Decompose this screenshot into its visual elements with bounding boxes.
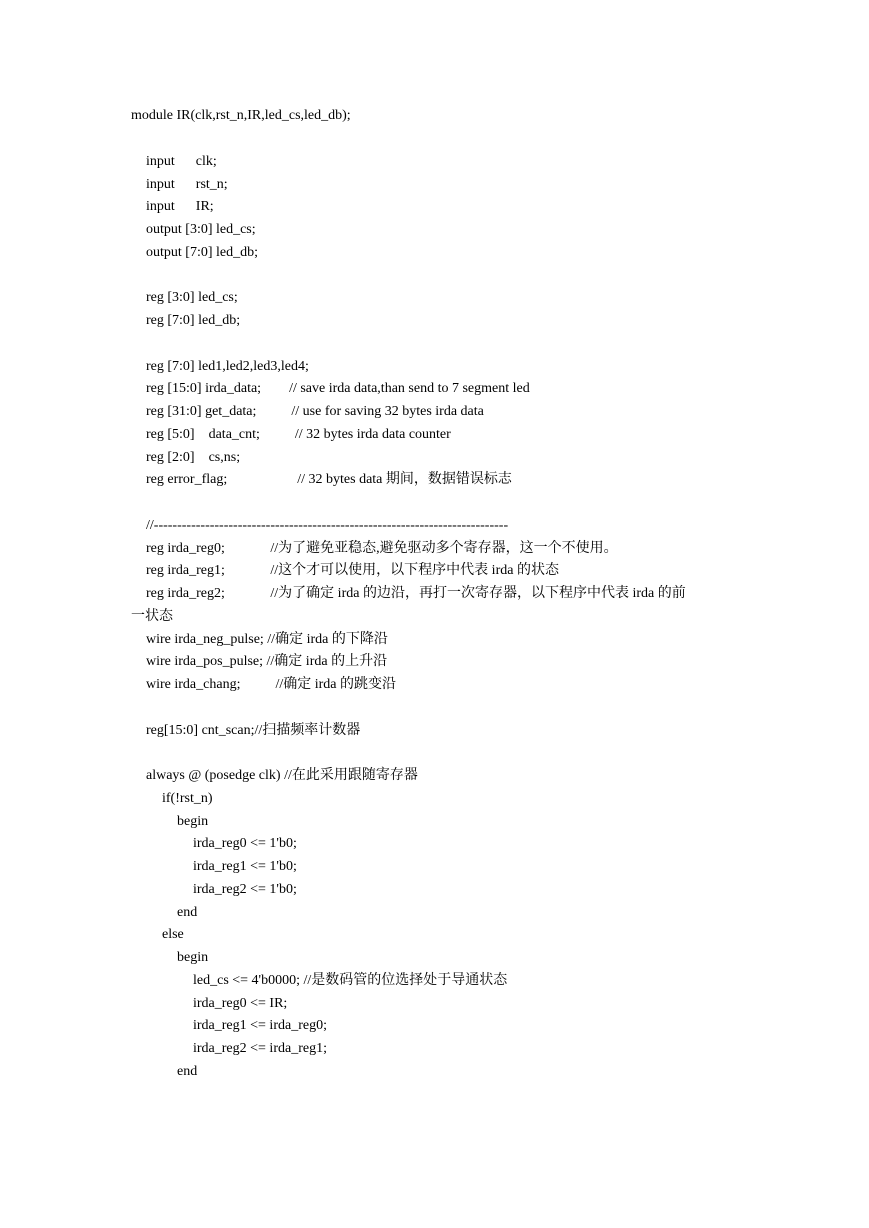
code-line: output [3:0] led_cs;: [146, 222, 256, 237]
code-line: wire irda_neg_pulse; //确定 irda 的下降沿: [146, 632, 388, 647]
code-line: irda_reg2 <= irda_reg1;: [193, 1041, 327, 1056]
code-line: reg [7:0] led_db;: [146, 313, 241, 328]
code-line: begin: [177, 814, 209, 829]
code-line: //----------------------------------------------------------------------------: [146, 518, 509, 533]
code-line: input IR;: [146, 199, 214, 214]
code-line: reg error_flag; // 32 bytes data 期间，数据错误标志: [146, 472, 512, 487]
code-line: reg irda_reg1; //这个才可以使用，以下程序中代表 irda 的状态: [146, 563, 559, 578]
code-line: irda_reg0 <= 1'b0;: [193, 836, 297, 851]
code-line: end: [177, 1064, 198, 1079]
code-line: reg[15:0] cnt_scan;//扫描频率计数器: [146, 723, 361, 738]
code-line: wire irda_chang; //确定 irda 的跳变沿: [146, 677, 397, 692]
code-line: reg [5:0] data_cnt; // 32 bytes irda data counter: [146, 427, 451, 442]
code-line: led_cs <= 4'b0000; //是数码管的位选择处于导通状态: [193, 973, 508, 988]
code-line: else: [162, 927, 184, 942]
code-line: reg [2:0] cs,ns;: [146, 450, 241, 465]
code-line: reg [15:0] irda_data; // save irda data,than send to 7 segment led: [146, 381, 530, 396]
code-line: always @ (posedge clk) //在此采用跟随寄存器: [146, 768, 418, 783]
code-line: irda_reg2 <= 1'b0;: [193, 882, 297, 897]
code-line: input rst_n;: [146, 177, 228, 192]
code-line: output [7:0] led_db;: [146, 245, 258, 260]
code-line: 一状态: [131, 609, 173, 624]
code-line: reg irda_reg2; //为了确定 irda 的边沿，再打一次寄存器，以下程序中代表 irda 的前: [146, 586, 686, 601]
code-line: end: [177, 905, 198, 920]
code-line: irda_reg1 <= irda_reg0;: [193, 1018, 327, 1033]
code-line: begin: [177, 950, 209, 965]
code-line: if(!rst_n): [162, 791, 213, 806]
code-line: wire irda_pos_pulse; //确定 irda 的上升沿: [146, 654, 388, 669]
code-line: input clk;: [146, 154, 217, 169]
code-line: module IR(clk,rst_n,IR,led_cs,led_db);: [131, 108, 351, 123]
code-line: reg irda_reg0; //为了避免亚稳态,避免驱动多个寄存器，这一个不使用。: [146, 541, 618, 556]
code-line: reg [7:0] led1,led2,led3,led4;: [146, 359, 309, 374]
code-line: reg [3:0] led_cs;: [146, 290, 238, 305]
code-line: irda_reg1 <= 1'b0;: [193, 859, 297, 874]
code-line: reg [31:0] get_data; // use for saving 32 bytes irda data: [146, 404, 484, 419]
code-line: irda_reg0 <= IR;: [193, 996, 288, 1011]
